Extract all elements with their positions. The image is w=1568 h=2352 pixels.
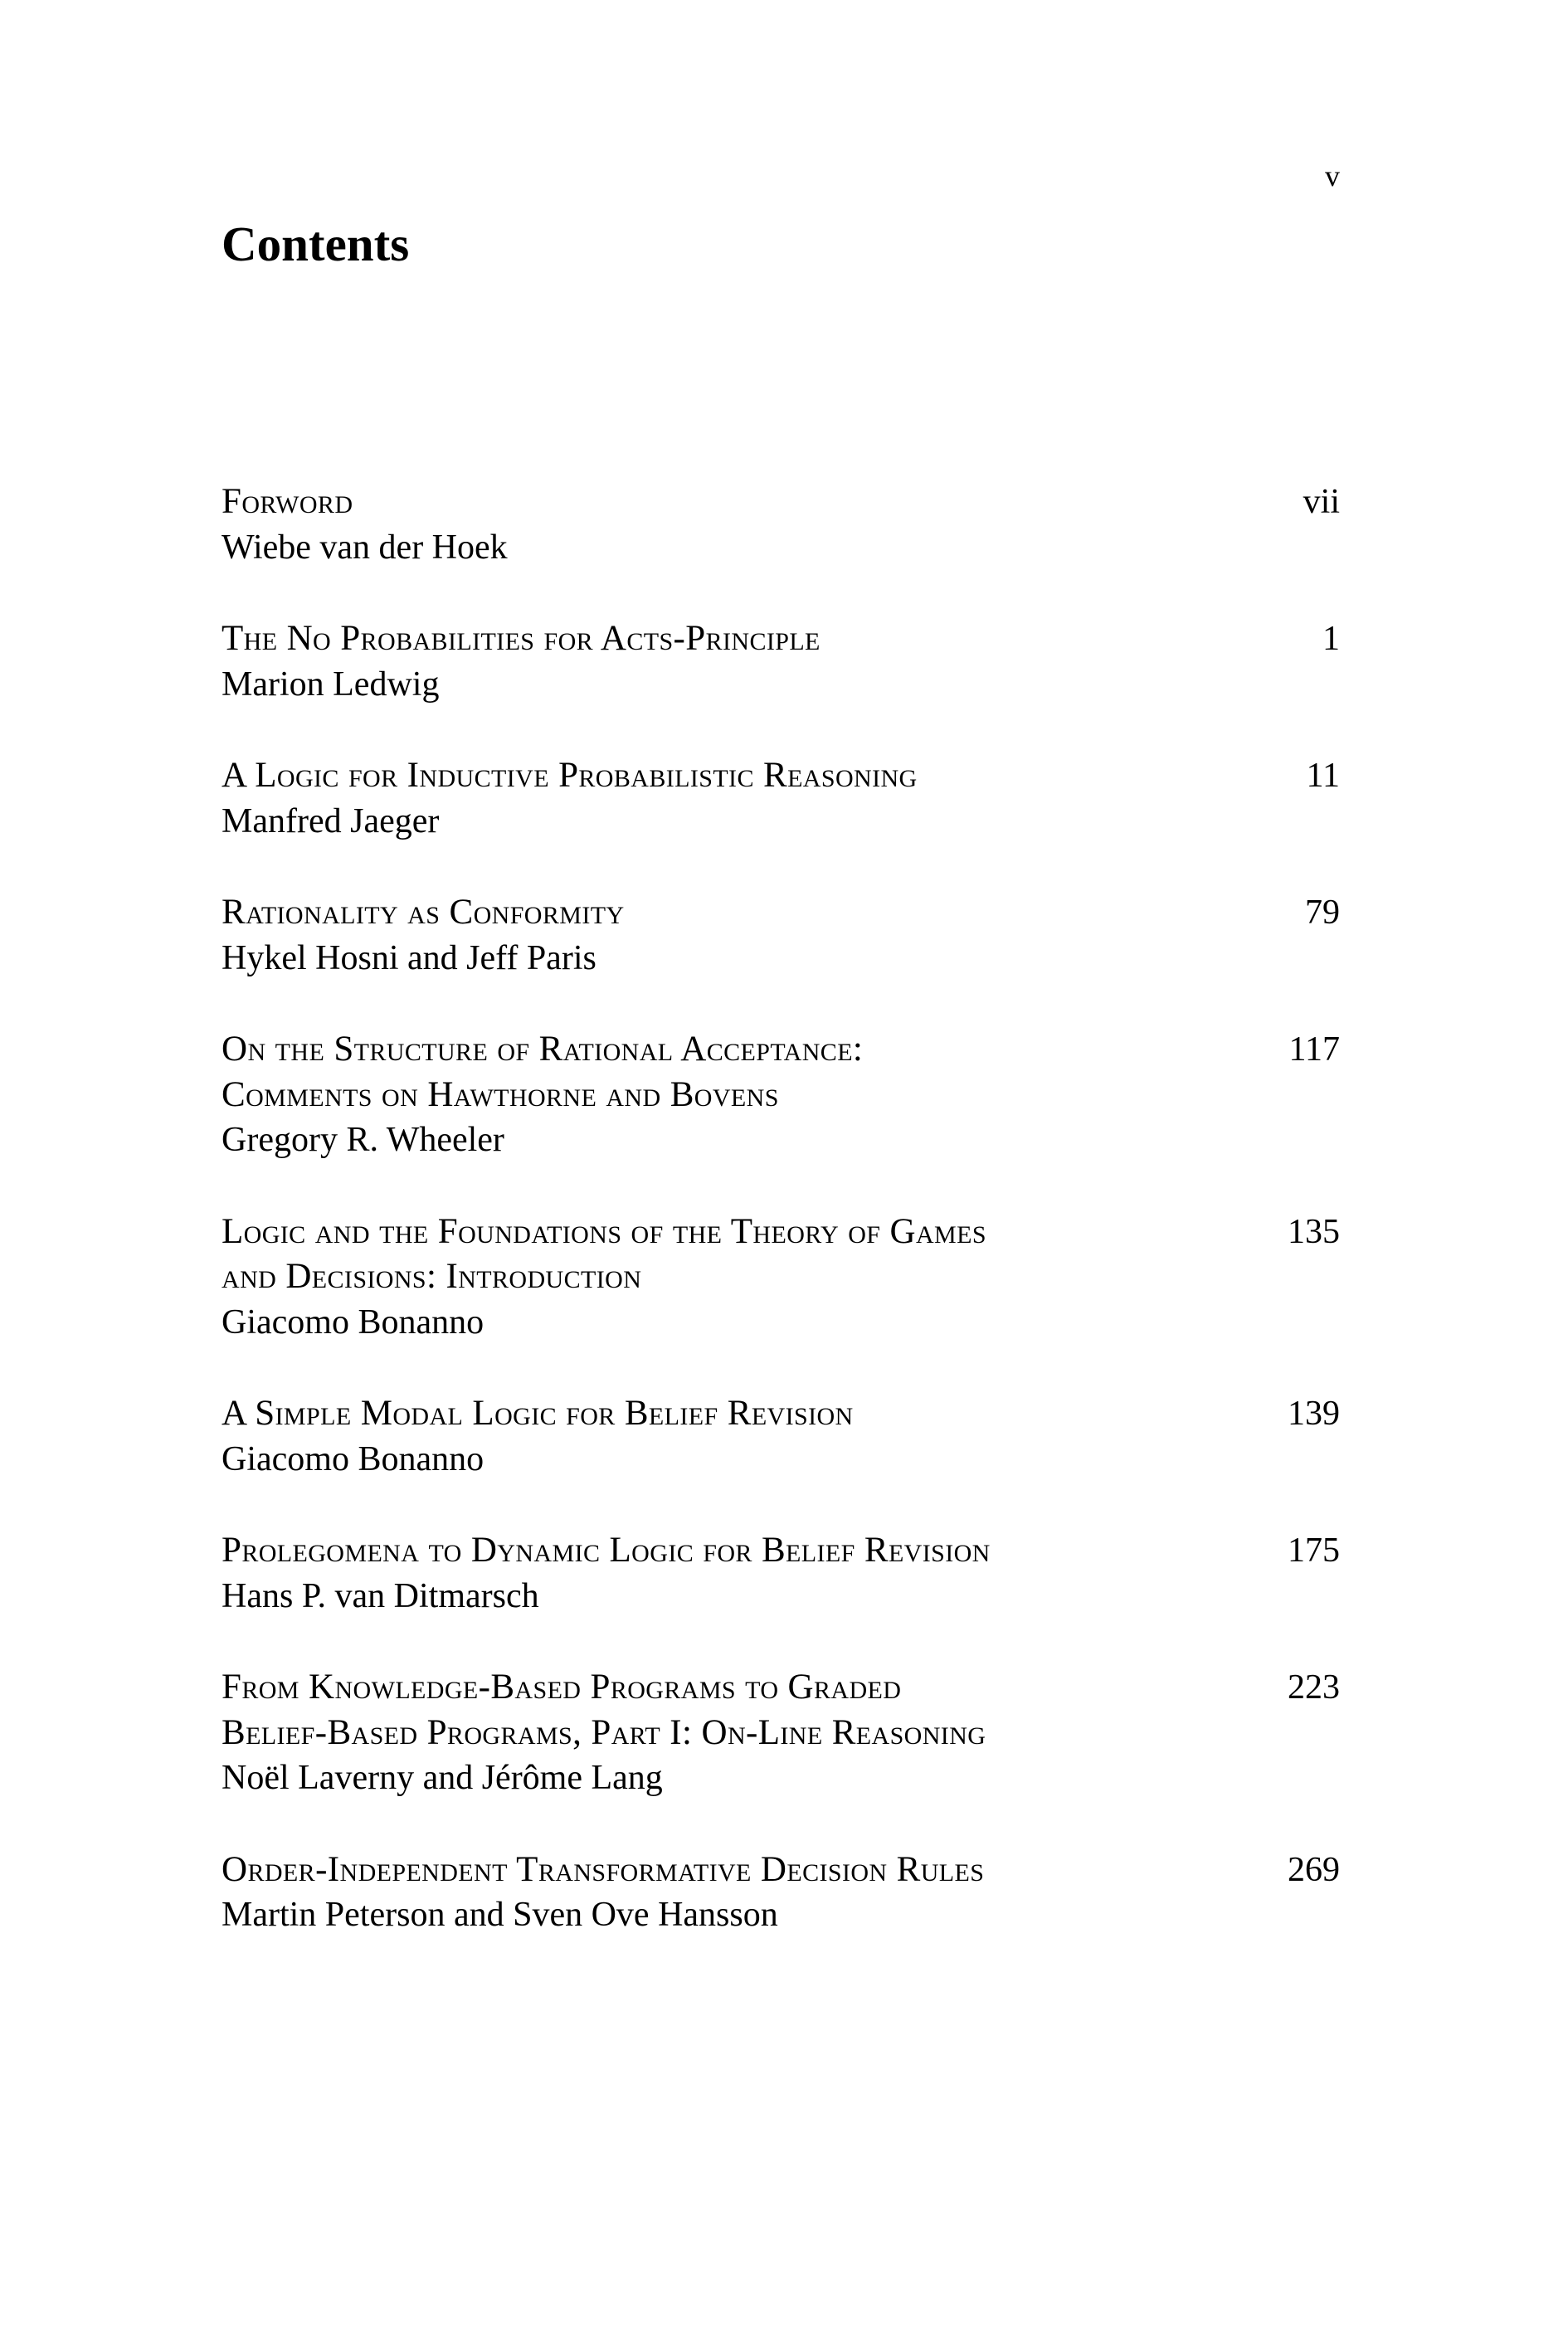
toc-entry-title [222, 890, 1225, 936]
toc-entry-page-number: 223 [1288, 1668, 1340, 1707]
toc-entry-page-number: 135 [1288, 1212, 1340, 1251]
toc-entry-author: Wiebe van der Hoek [222, 528, 508, 567]
toc-entry[interactable] [222, 753, 1340, 844]
toc-entry-page-number: 139 [1288, 1395, 1340, 1433]
toc-entry-page-number: 269 [1288, 1850, 1340, 1889]
toc-entry[interactable] [222, 480, 1340, 570]
toc-entry-title-line: From Knowledge-Based Programs to Graded [222, 1668, 902, 1707]
toc-entry-title-line: Logic and the Foundations of the Theory of Games [222, 1211, 986, 1251]
toc-entry-title-line: Forword [222, 482, 353, 521]
page-title: Contents [222, 217, 410, 271]
toc-entry-title [222, 1210, 1225, 1300]
toc-entry[interactable] [222, 616, 1340, 707]
toc-entry-author: Giacomo Bonanno [222, 1439, 485, 1478]
toc-entry-title-line: The No Probabilities for Acts-Principle [222, 619, 821, 658]
toc-entry[interactable] [222, 1665, 1340, 1801]
toc-entry[interactable] [222, 890, 1340, 981]
toc-entry-author: Noël Laverny and Jérôme Lang [222, 1759, 663, 1797]
toc-entry-author: Marion Ledwig [222, 665, 440, 704]
toc-entry-page-number: 1 [1322, 620, 1340, 658]
table-of-contents [222, 480, 1340, 1984]
toc-entry-author: Giacomo Bonanno [222, 1303, 485, 1342]
toc-entry-title [222, 480, 1225, 525]
toc-entry[interactable] [222, 1848, 1340, 1938]
toc-entry-title [222, 1391, 1225, 1437]
toc-entry-author: Martin Peterson and Sven Ove Hansson [222, 1896, 778, 1934]
toc-entry-page-number: 117 [1288, 1030, 1340, 1069]
toc-entry-title [222, 1848, 1225, 1893]
toc-entry-title-line: Comments on Hawthorne and Bovens [222, 1074, 779, 1114]
toc-entry-title-line: Belief-Based Programs, Part I: On-Line Reasoning [222, 1712, 986, 1752]
toc-entry[interactable] [222, 1528, 1340, 1619]
toc-entry-title-line: Prolegomena to Dynamic Logic for Belief Revision [222, 1531, 991, 1570]
toc-entry-author: Hans P. van Ditmarsch [222, 1576, 539, 1615]
toc-entry-title [222, 753, 1225, 799]
toc-entry-title-line: A Logic for Inductive Probabilistic Reasoning [222, 756, 918, 795]
toc-entry-title-line: Rationality as Conformity [222, 893, 625, 932]
toc-entry-author: Gregory R. Wheeler [222, 1121, 504, 1159]
toc-entry-page-number: 175 [1288, 1531, 1340, 1570]
toc-entry-title [222, 616, 1225, 662]
toc-entry-title [222, 1027, 1225, 1118]
toc-entry-author: Manfred Jaeger [222, 801, 440, 840]
toc-entry-page-number: 79 [1305, 894, 1340, 932]
toc-entry-title [222, 1528, 1225, 1574]
toc-entry-page-number: 11 [1306, 757, 1340, 795]
page-number: v [1325, 159, 1340, 192]
toc-entry-title-line: A Simple Modal Logic for Belief Revision [222, 1394, 854, 1433]
toc-entry-title-line: and Decisions: Introduction [222, 1257, 642, 1296]
toc-entry[interactable] [222, 1391, 1340, 1482]
toc-entry-title-line: On the Structure of Rational Acceptance: [222, 1030, 864, 1069]
toc-entry-author: Hykel Hosni and Jeff Paris [222, 938, 597, 977]
toc-entry-title-line: Order-Independent Transformative Decision Rules [222, 1849, 985, 1889]
toc-entry[interactable] [222, 1027, 1340, 1163]
toc-entry-page-number: vii [1303, 483, 1340, 521]
toc-entry-title [222, 1665, 1225, 1755]
toc-entry[interactable] [222, 1210, 1340, 1346]
